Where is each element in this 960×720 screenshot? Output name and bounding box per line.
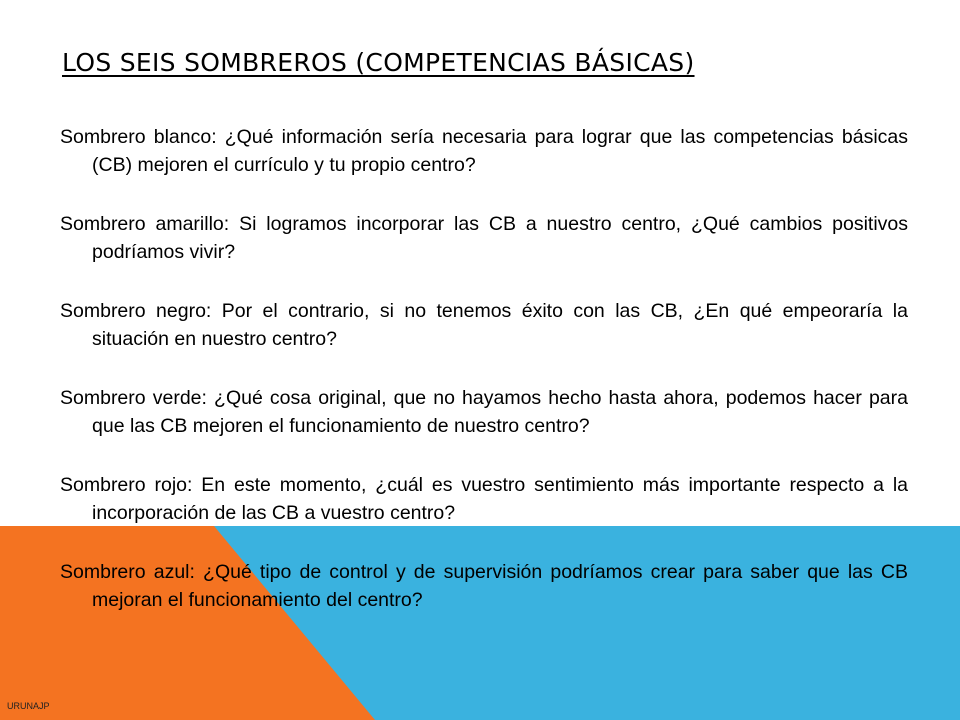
footer-credit: URUNAJP <box>7 701 50 711</box>
hat-item-white: Sombrero blanco: ¿Qué información sería necesaria para lograr que las competencias básicas (CB) mejoren el currículo y tu propio centro? <box>60 126 908 176</box>
slide-title: LOS SEIS SOMBREROS (COMPETENCIAS BÁSICAS) <box>62 48 695 77</box>
hat-list <box>60 123 908 614</box>
hat-item-green: Sombrero verde: ¿Qué cosa original, que no hayamos hecho hasta ahora, podemos hacer para que las CB mejoren el funcionamiento de nuestro centro? <box>60 387 908 437</box>
hat-item-yellow: Sombrero amarillo: Si logramos incorporar las CB a nuestro centro, ¿Qué cambios positivos podríamos vivir? <box>60 213 908 263</box>
hat-item-black: Sombrero negro: Por el contrario, si no tenemos éxito con las CB, ¿En qué empeoraría la situación en nuestro centro? <box>60 300 908 350</box>
hat-item-red: Sombrero rojo: En este momento, ¿cuál es vuestro sentimiento más importante respecto a la incorporación de las CB a vuestro centro? <box>60 474 908 524</box>
hat-item-blue: Sombrero azul: ¿Qué tipo de control y de supervisión podríamos crear para saber que las CB mejoran el funcionamiento del centro? <box>60 561 908 611</box>
